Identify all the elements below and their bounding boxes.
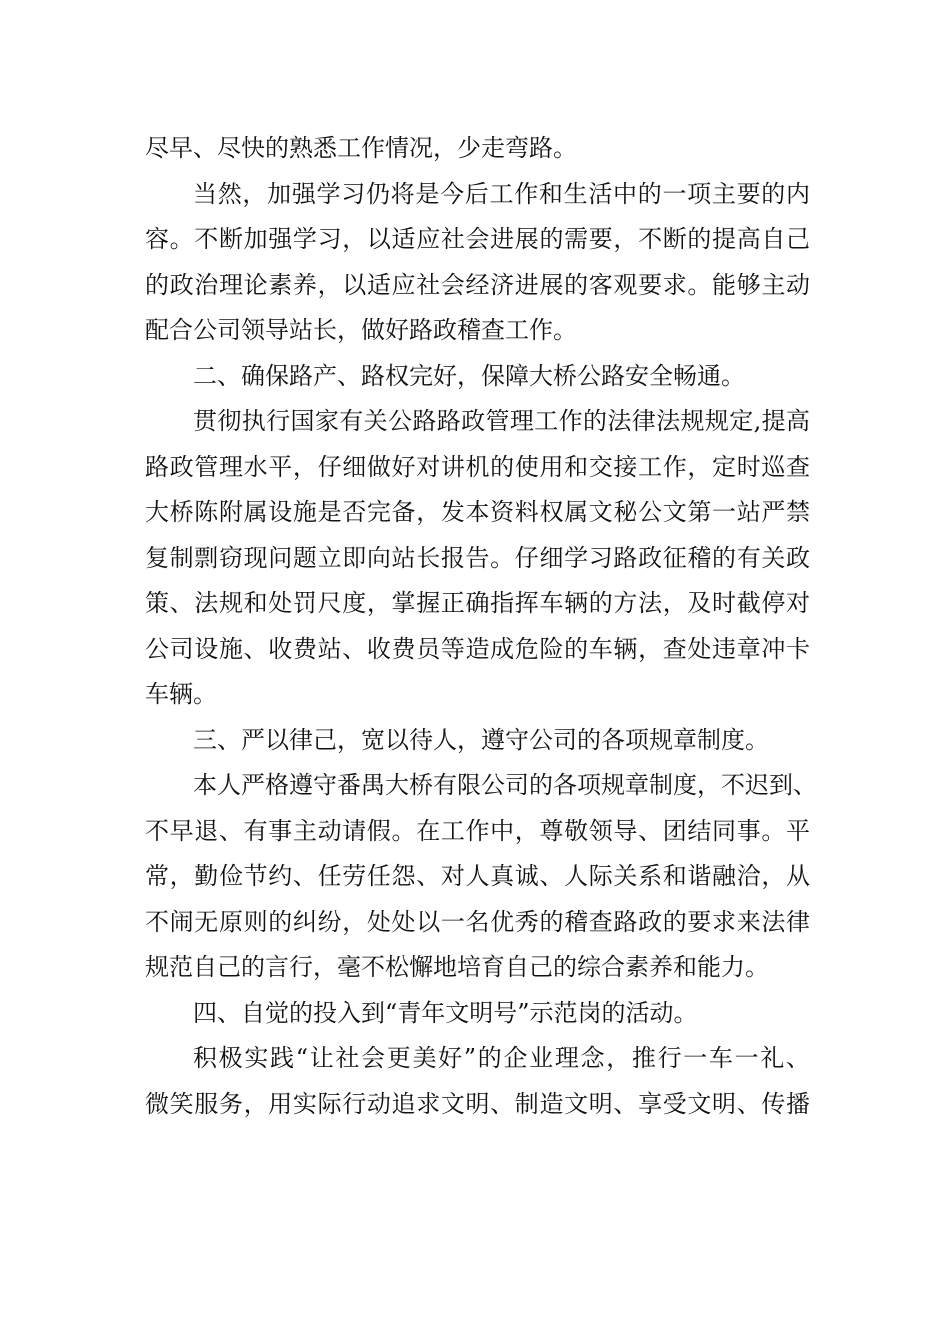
document-body [145,126,817,1127]
text-line: 复制剽窃现问题立即向站长报告。仔细学习路政征稽的有关政 [145,543,810,572]
text-line: 微笑服务，用实际行动追求文明、制造文明、享受文明、传播 [145,1089,810,1118]
text-line: 贯彻执行国家有关公路路政管理工作的法律法规规定,提高 [193,407,810,435]
text-line: 积极实践“让社会更美好”的企业理念，推行一车一礼、 [193,1044,810,1072]
text-line: 本人严格遵守番禺大桥有限公司的各项规章制度，不迟到、 [193,771,817,799]
text-line: 常，勤俭节约、任劳任怨、对人真诚、人际关系和谐融洽，从 [145,862,810,890]
text-line: 容。不断加强学习，以适应社会进展的需要，不断的提高自己 [145,225,810,253]
text-line: 公司设施、收费站、收费员等造成危险的车辆，查处违章冲卡 [145,634,810,663]
text-line: 配合公司领导站长，做好路政稽查工作。 [145,316,577,344]
text-line: 尽早、尽快的熟悉工作情况，少走弯路。 [145,134,577,162]
text-line: 当然，加强学习仍将是今后工作和生活中的一项主要的内 [193,179,810,208]
text-line: 路政管理水平，仔细做好对讲机的使用和交接工作，定时巡查 [145,452,810,481]
text-line: 的政治理论素养，以适应社会经济进展的客观要求。能够主动 [145,270,810,299]
text-line: 不闹无原则的纠纷，处处以一名优秀的稽查路政的要求来法律 [145,907,810,936]
text-line: 二、确保路产、路权完好，保障大桥公路安全畅通。 [193,361,745,390]
text-line: 大桥陈附属设施是否完备，发本资料权属文秘公文第一站严禁 [145,498,810,526]
text-line: 不早退、有事主动请假。在工作中，尊敬领导、团结同事。平 [145,816,810,845]
text-line: 策、法规和处罚尺度，掌握正确指挥车辆的方法，及时截停对 [145,589,810,617]
text-line: 车辆。 [145,680,217,708]
text-line: 四、自觉的投入到“青年文明号”示范岗的活动。 [193,998,698,1027]
text-line: 三、严以律己，宽以待人，遵守公司的各项规章制度。 [193,725,769,754]
text-line: 规范自己的言行，毫不松懈地培育自己的综合素养和能力。 [145,953,769,981]
